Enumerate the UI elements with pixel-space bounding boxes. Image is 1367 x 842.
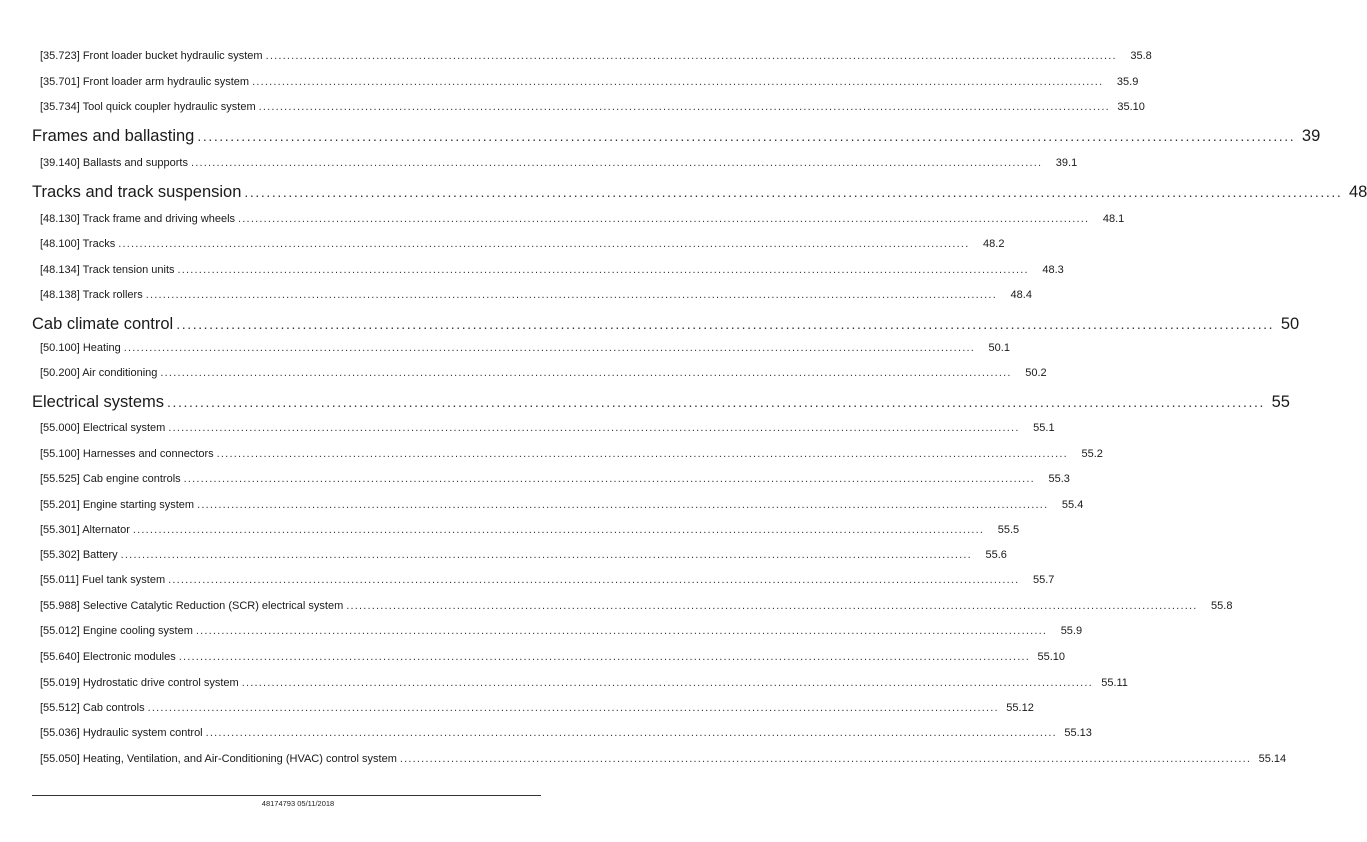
toc-entry-title: [55.301] Alternator — [40, 524, 130, 536]
toc-entry-page-number: 55.2 — [1081, 448, 1103, 460]
toc-leader-dots: ........................................................................................................................................................................................................ — [177, 264, 1029, 276]
toc-entry-title: [50.100] Heating — [40, 342, 121, 354]
toc-subsection-entry[interactable] — [40, 101, 1145, 113]
toc-entry-page-number: 48.1 — [1102, 213, 1125, 225]
toc-leader-dots: ........................................................................................................................................................................................................ — [176, 316, 1275, 332]
toc-leader-dots: ........................................................................................................................................................................................................ — [399, 753, 1252, 765]
toc-leader-dots: ........................................................................................................................................................................................................ — [216, 448, 1068, 460]
toc-entry-page-number: 55.4 — [1061, 499, 1084, 511]
toc-entry-title: [48.134] Track tension units — [40, 264, 175, 276]
toc-entry-title: Frames and ballasting — [32, 127, 195, 145]
toc-leader-dots: ........................................................................................................................................................................................................ — [238, 213, 1090, 225]
toc-section-entry[interactable] — [32, 183, 1367, 202]
toc-leader-dots: ........................................................................................................................................................................................................ — [147, 702, 999, 714]
toc-entry-title: [50.200] Air conditioning — [40, 367, 158, 379]
toc-entry-page-number: 48.3 — [1042, 264, 1064, 276]
toc-subsection-entry[interactable] — [40, 422, 1055, 434]
toc-subsection-entry[interactable] — [40, 367, 1047, 379]
toc-entry-title: [39.140] Ballasts and supports — [40, 157, 188, 169]
toc-entry-title: [55.012] Engine cooling system — [40, 625, 193, 637]
toc-entry-page-number: 55.5 — [997, 524, 1020, 536]
toc-leader-dots: ........................................................................................................................................................................................................ — [265, 50, 1117, 62]
toc-subsection-entry[interactable] — [40, 473, 1070, 485]
toc-entry-title: [55.019] Hydrostatic drive control system — [40, 677, 239, 689]
toc-subsection-entry[interactable] — [40, 264, 1064, 276]
toc-entry-title: [48.100] Tracks — [40, 238, 116, 250]
toc-subsection-entry[interactable] — [40, 448, 1103, 460]
toc-entry-page-number: 35.9 — [1116, 76, 1139, 88]
toc-entry-title: [55.201] Engine starting system — [40, 499, 195, 511]
toc-subsection-entry[interactable] — [40, 625, 1083, 637]
toc-leader-dots: ........................................................................................................................................................................................................ — [252, 76, 1104, 88]
toc-leader-dots: ........................................................................................................................................................................................................ — [168, 422, 1020, 434]
toc-section-entry[interactable] — [32, 393, 1290, 412]
toc-subsection-entry[interactable] — [40, 238, 1005, 250]
toc-entry-title: [48.138] Track rollers — [40, 289, 143, 301]
toc-section-entry[interactable] — [32, 315, 1300, 334]
toc-subsection-entry[interactable] — [40, 342, 1010, 354]
toc-entry-title: Cab climate control — [32, 315, 174, 333]
toc-subsection-entry[interactable] — [40, 727, 1092, 739]
toc-leader-dots: ........................................................................................................................................................................................................ — [160, 367, 1012, 379]
toc-entry-title: [55.302] Battery — [40, 549, 118, 561]
toc-subsection-entry[interactable] — [40, 157, 1078, 169]
toc-leader-dots: ........................................................................................................................................................................................................ — [244, 184, 1343, 200]
toc-subsection-entry[interactable] — [40, 677, 1128, 689]
toc-entry-title: [35.734] Tool quick coupler hydraulic system — [40, 101, 256, 113]
footer-divider — [32, 795, 541, 796]
toc-entry-page-number: 55.12 — [1006, 702, 1034, 714]
toc-entry-title: [55.036] Hydraulic system control — [40, 727, 203, 739]
toc-entry-page-number: 55.1 — [1033, 422, 1055, 434]
toc-leader-dots: ........................................................................................................................................................................................................ — [258, 101, 1110, 113]
toc-entry-title: [55.050] Heating, Ventilation, and Air-Conditioning (HVAC) control system — [40, 753, 397, 765]
toc-entry-title: [55.525] Cab engine controls — [40, 473, 181, 485]
toc-entry-page-number: 55.6 — [985, 549, 1007, 561]
toc-leader-dots: ........................................................................................................................................................................................................ — [190, 157, 1043, 169]
toc-subsection-entry[interactable] — [40, 600, 1233, 612]
toc-leader-dots: ........................................................................................................................................................................................................ — [241, 677, 1093, 689]
toc-entry-page-number: 50 — [1280, 315, 1300, 333]
toc-leader-dots: ........................................................................................................................................................................................................ — [346, 600, 1198, 612]
toc-entry-title: Electrical systems — [32, 393, 165, 411]
toc-entry-title: [55.000] Electrical system — [40, 422, 166, 434]
toc-entry-page-number: 35.10 — [1117, 101, 1145, 113]
toc-entry-title: [35.701] Front loader arm hydraulic system — [40, 76, 250, 88]
toc-entry-title: [55.988] Selective Catalytic Reduction (SCR) electrical system — [40, 600, 344, 612]
toc-entry-page-number: 55 — [1271, 393, 1290, 411]
toc-entry-page-number: 35.8 — [1130, 50, 1152, 62]
toc-leader-dots: ........................................................................................................................................................................................................ — [167, 394, 1265, 410]
toc-entry-page-number: 55.3 — [1048, 473, 1070, 485]
toc-entry-title: [48.130] Track frame and driving wheels — [40, 213, 236, 225]
toc-entry-page-number: 39 — [1301, 127, 1321, 145]
toc-entry-page-number: 48 — [1348, 183, 1367, 201]
toc-leader-dots: ........................................................................................................................................................................................................ — [205, 727, 1057, 739]
toc-leader-dots: ........................................................................................................................................................................................................ — [168, 574, 1020, 586]
toc-entry-title: [55.512] Cab controls — [40, 702, 145, 714]
toc-subsection-entry[interactable] — [40, 499, 1084, 511]
toc-subsection-entry[interactable] — [40, 702, 1034, 714]
toc-entry-title: Tracks and track suspension — [32, 183, 242, 201]
toc-leader-dots: ........................................................................................................................................................................................................ — [120, 549, 972, 561]
toc-subsection-entry[interactable] — [40, 524, 1020, 536]
toc-leader-dots: ........................................................................................................................................................................................................ — [123, 342, 975, 354]
toc-entry-page-number: 55.9 — [1060, 625, 1083, 637]
toc-entry-page-number: 50.2 — [1025, 367, 1047, 379]
toc-entry-page-number: 48.4 — [1010, 289, 1032, 301]
toc-entry-page-number: 55.11 — [1101, 677, 1128, 689]
toc-entry-page-number: 55.8 — [1211, 600, 1233, 612]
toc-entry-title: [55.011] Fuel tank system — [40, 574, 166, 586]
toc-entry-page-number: 55.13 — [1064, 727, 1092, 739]
toc-entry-page-number: 55.14 — [1258, 753, 1287, 765]
toc-subsection-entry[interactable] — [40, 753, 1287, 765]
toc-leader-dots: ........................................................................................................................................................................................................ — [183, 473, 1035, 485]
toc-leader-dots: ........................................................................................................................................................................................................ — [197, 499, 1049, 511]
toc-subsection-entry[interactable] — [40, 549, 1007, 561]
toc-entry-title: [55.100] Harnesses and connectors — [40, 448, 214, 460]
toc-subsection-entry[interactable] — [40, 213, 1125, 225]
toc-entry-page-number: 48.2 — [983, 238, 1005, 250]
toc-section-entry[interactable] — [32, 127, 1321, 146]
toc-leader-dots: ........................................................................................................................................................................................................ — [132, 524, 985, 536]
toc-subsection-entry[interactable] — [40, 76, 1139, 88]
toc-leader-dots: ........................................................................................................................................................................................................ — [178, 651, 1030, 663]
footer-doc-number: 48174793 05/11/2018 — [261, 799, 335, 808]
toc-leader-dots: ........................................................................................................................................................................................................ — [145, 289, 997, 301]
toc-entry-page-number: 55.10 — [1037, 651, 1065, 663]
toc-subsection-entry[interactable] — [40, 50, 1152, 62]
toc-subsection-entry[interactable] — [40, 574, 1055, 586]
toc-leader-dots: ........................................................................................................................................................................................................ — [197, 128, 1296, 144]
toc-entry-title: [35.723] Front loader bucket hydraulic system — [40, 50, 263, 62]
toc-entry-title: [55.640] Electronic modules — [40, 651, 176, 663]
toc-subsection-entry[interactable] — [40, 651, 1065, 663]
toc-entry-page-number: 55.7 — [1032, 574, 1055, 586]
toc-subsection-entry[interactable] — [40, 289, 1032, 301]
toc-leader-dots: ........................................................................................................................................................................................................ — [195, 625, 1048, 637]
toc-entry-page-number: 50.1 — [988, 342, 1010, 354]
toc-leader-dots: ........................................................................................................................................................................................................ — [118, 238, 970, 250]
toc-entry-page-number: 39.1 — [1055, 157, 1078, 169]
